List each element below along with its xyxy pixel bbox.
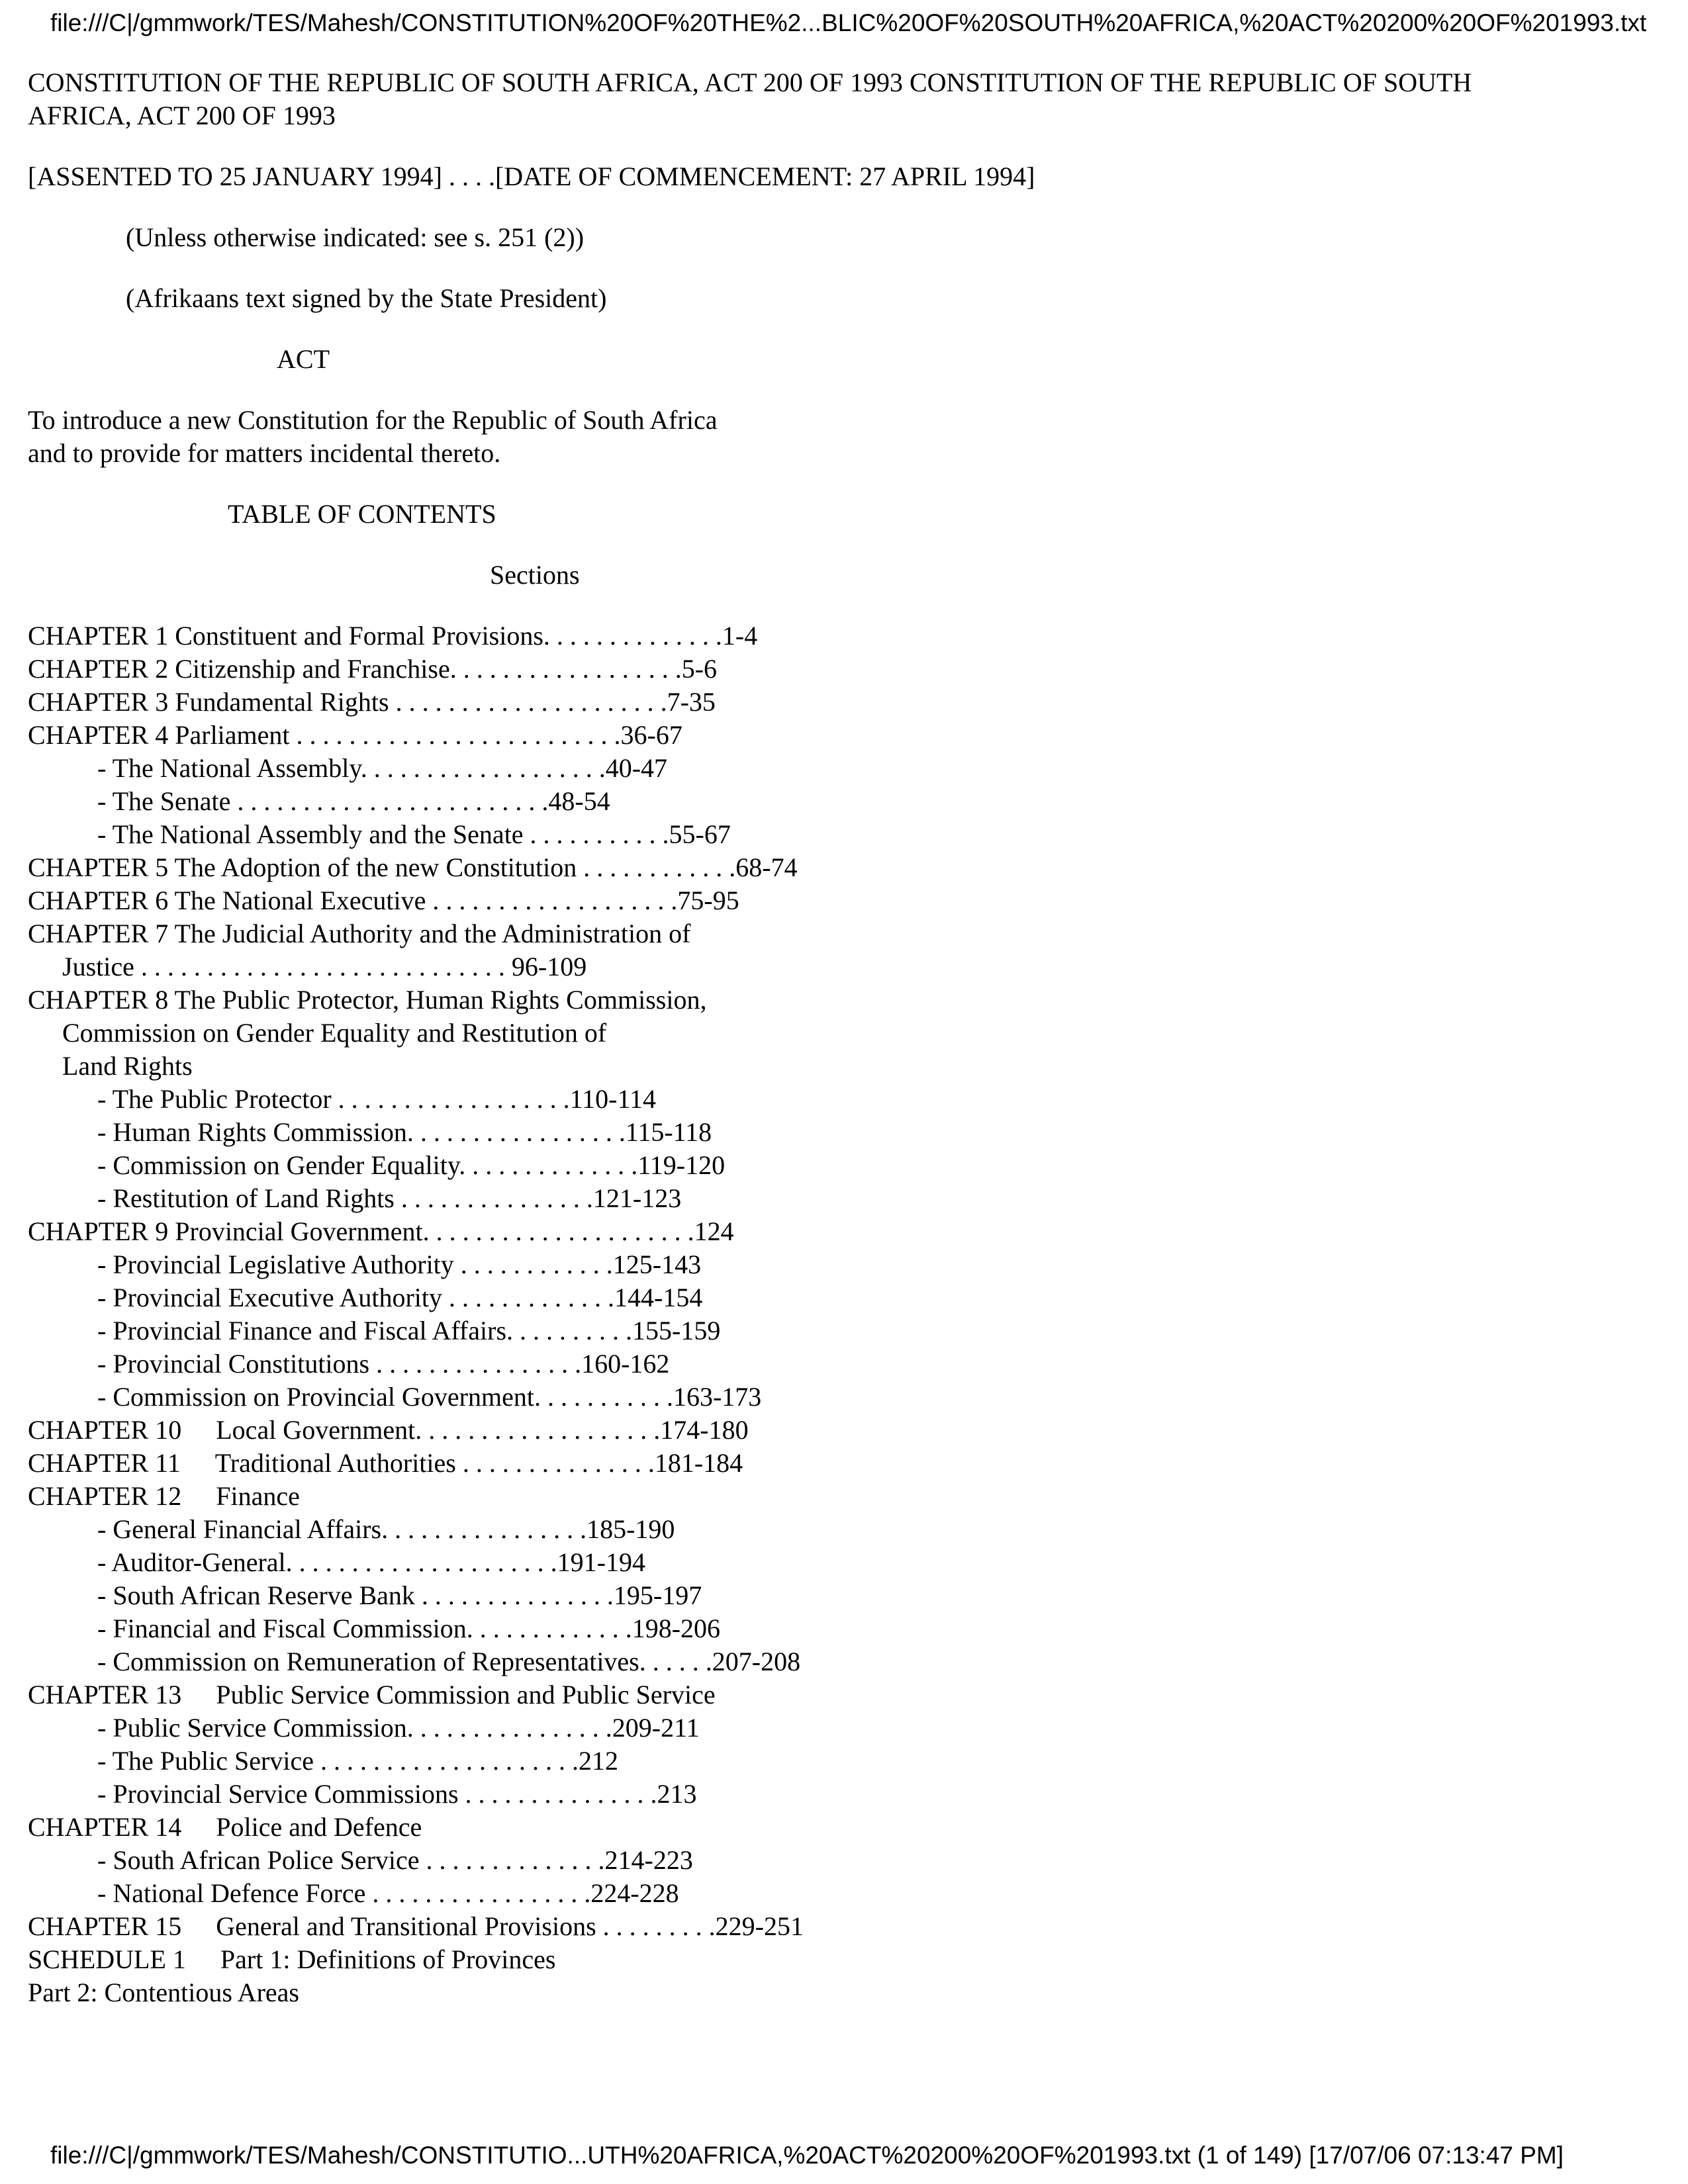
- toc-chapter-title: Traditional Authorities . . . . . . . . . . . . . . .181-184: [214, 1448, 743, 1478]
- toc-chapter-title: Finance: [216, 1481, 300, 1511]
- toc-entry: CHAPTER 3 Fundamental Rights . . . . . . . . . . . . . . . . . . . . .7-35: [28, 687, 716, 717]
- toc-entry: [28, 1414, 1550, 1447]
- schedule-part-2: Part 2: Contentious Areas: [28, 1978, 299, 2007]
- table-of-contents: [28, 619, 1550, 1976]
- toc-entry: [28, 1480, 1550, 1513]
- act-heading: ACT: [277, 344, 330, 374]
- toc-subentry: - South African Reserve Bank . . . . . . . . . . . . . . .195-197: [97, 1580, 702, 1610]
- page-header-url: file:///C|/gmmwork/TES/Mahesh/CONSTITUTION%20OF%20THE%2...BLIC%20OF%20SOUTH%20AFRICA,%20ACT%20200%20OF%201993.txt: [50, 9, 1647, 36]
- assent-line: [ASSENTED TO 25 JANUARY 1994] . . . .[DATE OF COMMENCEMENT: 27 APRIL 1994]: [28, 161, 1035, 191]
- toc-chapter-label: CHAPTER 14: [28, 1812, 182, 1842]
- toc-entry: CHAPTER 7 The Judicial Authority and the Administration of: [28, 919, 691, 948]
- act-purpose-line: and to provide for matters incidental thereto.: [28, 438, 501, 468]
- toc-entry: [28, 1447, 1550, 1480]
- page-footer-url: file:///C|/gmmwork/TES/Mahesh/CONSTITUTIO...UTH%20AFRICA,%20ACT%20200%20OF%201993.txt (1 of 149) [17/07/06 07:13:47 PM]: [50, 2142, 1564, 2169]
- toc-subentry: - Commission on Gender Equality. . . . . . . . . . . . . .119-120: [97, 1150, 726, 1180]
- toc-subentry: - National Defence Force . . . . . . . . . . . . . . . . .224-228: [97, 1878, 679, 1908]
- toc-chapter-label: CHAPTER 12: [28, 1481, 182, 1511]
- toc-subentry: - The National Assembly. . . . . . . . . . . . . . . . . . .40-47: [97, 753, 668, 783]
- document-body: [28, 66, 1550, 2037]
- toc-entry: CHAPTER 5 The Adoption of the new Constitution . . . . . . . . . . . .68-74: [28, 852, 798, 882]
- toc-entry: CHAPTER 6 The National Executive . . . . . . . . . . . . . . . . . . .75-95: [28, 886, 739, 915]
- toc-entry: CHAPTER 1 Constituent and Formal Provisions. . . . . . . . . . . . . .1-4: [28, 621, 758, 651]
- toc-entry: CHAPTER 9 Provincial Government. . . . . . . . . . . . . . . . . . . . .124: [28, 1216, 734, 1246]
- toc-subentry: - Provincial Service Commissions . . . . . . . . . . . . . . .213: [97, 1779, 697, 1809]
- toc-subentry: - Commission on Remuneration of Representatives. . . . . .207-208: [97, 1647, 801, 1676]
- toc-entry: CHAPTER 8 The Public Protector, Human Rights Commission,: [28, 985, 707, 1015]
- document-title: CONSTITUTION OF THE REPUBLIC OF SOUTH AFRICA, ACT 200 OF 1993 CONSTITUTION OF THE REPUBLIC OF SOUTH AFRICA, ACT 200 OF 1993: [28, 68, 1472, 130]
- sections-label: Sections: [490, 560, 580, 590]
- toc-entry: CHAPTER 4 Parliament . . . . . . . . . . . . . . . . . . . . . . . . .36-67: [28, 720, 682, 750]
- toc-entry: [28, 1678, 1550, 1711]
- toc-entry-continuation: Land Rights: [62, 1051, 193, 1081]
- toc-subentry: - Provincial Constitutions . . . . . . . . . . . . . . . .160-162: [97, 1349, 670, 1379]
- toc-subentry: - Provincial Executive Authority . . . . . . . . . . . . .144-154: [97, 1283, 703, 1312]
- toc-subentry: - Public Service Commission. . . . . . . . . . . . . . . .209-211: [97, 1713, 700, 1743]
- act-purpose-line: To introduce a new Constitution for the Republic of South Africa: [28, 405, 718, 435]
- toc-entry: CHAPTER 2 Citizenship and Franchise. . . . . . . . . . . . . . . . . .5-6: [28, 654, 718, 684]
- toc-subentry: - South African Police Service . . . . . . . . . . . . . .214-223: [97, 1845, 693, 1875]
- toc-entry: [28, 1811, 1550, 1844]
- toc-subentry: - The Senate . . . . . . . . . . . . . . . . . . . . . . . .48-54: [97, 786, 610, 816]
- toc-subentry: - Restitution of Land Rights . . . . . . . . . . . . . . .121-123: [97, 1183, 682, 1213]
- toc-chapter-label: CHAPTER 10: [28, 1415, 182, 1445]
- toc-entry-continuation: Justice . . . . . . . . . . . . . . . . . . . . . . . . . . . . 96-109: [62, 952, 587, 981]
- toc-heading: TABLE OF CONTENTS: [228, 499, 496, 529]
- note-afrikaans: (Afrikaans text signed by the State President): [126, 283, 607, 313]
- toc-chapter-title: Police and Defence: [216, 1812, 422, 1842]
- toc-chapter-title: Public Service Commission and Public Service: [216, 1680, 716, 1709]
- toc-schedule-label: SCHEDULE 1: [28, 1944, 186, 1974]
- toc-subentry: - Provincial Finance and Fiscal Affairs. . . . . . . . . .155-159: [97, 1316, 721, 1345]
- toc-subentry: - Commission on Provincial Government. . . . . . . . . . .163-173: [97, 1382, 762, 1412]
- toc-entry-continuation: Commission on Gender Equality and Restitution of: [62, 1018, 607, 1048]
- toc-chapter-label: CHAPTER 15: [28, 1911, 182, 1941]
- act-purpose: [28, 404, 1550, 470]
- toc-entry: [28, 1943, 1550, 1976]
- toc-subentry: - Provincial Legislative Authority . . . . . . . . . . . .125-143: [97, 1250, 702, 1279]
- toc-subentry: - Financial and Fiscal Commission. . . . . . . . . . . . .198-206: [97, 1614, 721, 1643]
- toc-subentry: - General Financial Affairs. . . . . . . . . . . . . . . .185-190: [97, 1514, 675, 1544]
- toc-chapter-label: CHAPTER 13: [28, 1680, 182, 1709]
- toc-chapter-title: General and Transitional Provisions . . . . . . . . .229-251: [216, 1911, 804, 1941]
- toc-subentry: - Human Rights Commission. . . . . . . . . . . . . . . . .115-118: [97, 1117, 712, 1147]
- toc-entry: [28, 1910, 1550, 1943]
- note-indicated: (Unless otherwise indicated: see s. 251 (2)): [126, 222, 585, 252]
- toc-subentry: - The Public Protector . . . . . . . . . . . . . . . . . .110-114: [97, 1084, 656, 1114]
- toc-subentry: - The National Assembly and the Senate . . . . . . . . . . .55-67: [97, 819, 731, 849]
- toc-subentry: - The Public Service . . . . . . . . . . . . . . . . . . . .212: [97, 1746, 618, 1776]
- toc-subentry: - Auditor-General. . . . . . . . . . . . . . . . . . . . .191-194: [97, 1547, 645, 1577]
- toc-schedule-title: Part 1: Definitions of Provinces: [220, 1944, 556, 1974]
- toc-chapter-title: Local Government. . . . . . . . . . . . . . . . . . .174-180: [216, 1415, 749, 1445]
- toc-chapter-label: CHAPTER 11: [28, 1448, 181, 1478]
